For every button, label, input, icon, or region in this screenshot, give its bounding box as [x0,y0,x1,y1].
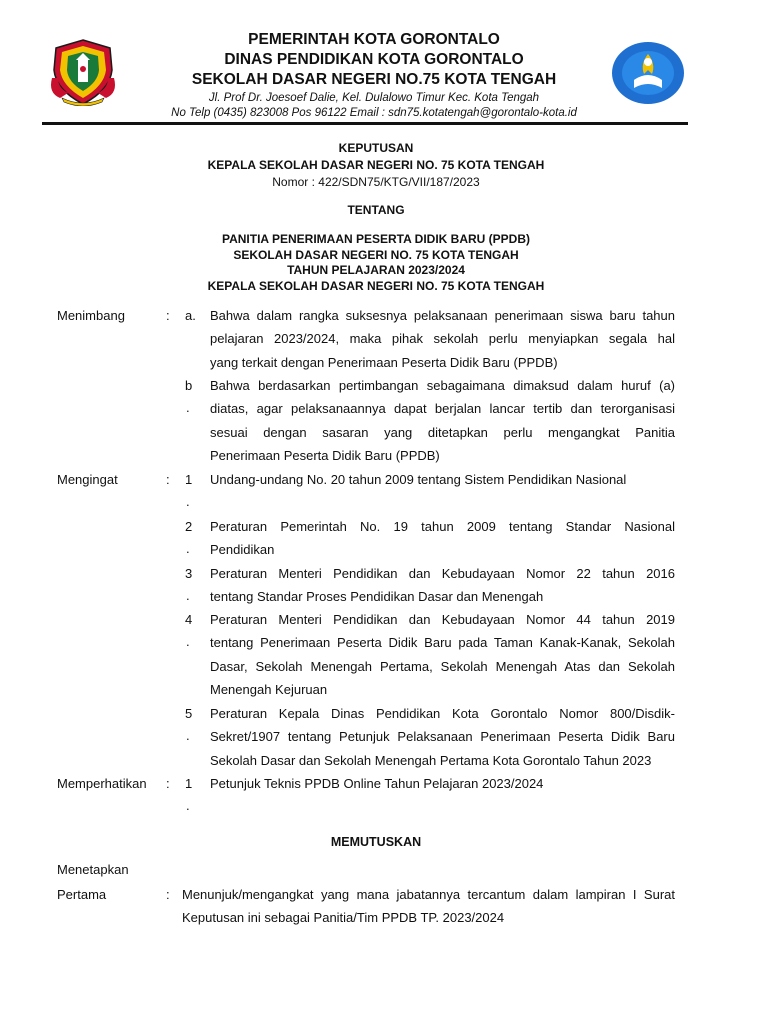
text-line: tentang Standar Proses Pendidikan Dasar dan Menengah [210,589,544,605]
mengingat-item-1 [210,468,675,491]
memutuskan-heading: MEMUTUSKAN [330,835,422,849]
mengingat-item-1-mark: 1 [185,472,193,487]
mengingat-item-3 [210,562,675,609]
pertama-colon: : [166,887,170,902]
text-line: Sekret/1907 tentang Petunjuk Pelaksanaan Penerimaan Peserta Didik Baru [210,729,675,745]
menimbang-item-b [210,374,675,468]
memperhatikan-item-1-dot: . [186,798,190,813]
menimbang-item-a-mark: a. [185,308,196,323]
text-line: Peraturan Menteri Pendidikan dan Kebudayaan Nomor 22 tahun 2016 [210,566,675,581]
text-line: Pendidikan [210,542,275,558]
mengingat-label: Mengingat [57,472,118,487]
decree-issuer: KEPALA SEKOLAH DASAR NEGERI NO. 75 KOTA TENGAH [207,158,545,172]
letterhead-divider [42,122,688,125]
school-name: SEKOLAH DASAR NEGERI NO.75 KOTA TENGAH [191,71,557,88]
mengingat-item-5-mark: 5 [185,706,193,721]
menetapkan-label: Menetapkan [57,862,129,877]
decree-number: Nomor : 422/SDN75/KTG/VII/187/2023 [272,175,480,189]
text-line: Peraturan Pemerintah No. 19 tahun 2009 tentang Standar Nasional [210,519,675,534]
text-line: Bahwa berdasarkan pertimbangan sebagaimana dimaksud dalam huruf (a) [210,378,675,393]
text-line: Peraturan Menteri Pendidikan dan Kebudayaan Nomor 44 tahun 2019 [210,612,675,627]
mengingat-item-4-dot: . [186,634,190,649]
decree-type: KEPUTUSAN [338,141,414,155]
mengingat-item-2 [210,515,675,562]
text-line: Keputusan ini sebagai Panitia/Tim PPDB TP. 2023/2024 [182,910,505,926]
decree-subject-line-1: PANITIA PENERIMAAN PESERTA DIDIK BARU (PPDB) [221,232,530,246]
memperhatikan-item-1-mark: 1 [185,776,193,791]
text-line: Menengah Kejuruan [210,682,328,698]
mengingat-colon: : [166,472,170,487]
government-name: PEMERINTAH KOTA GORONTALO [248,31,500,48]
text-line: Sekolah Dasar dan Sekolah Menengah Pertama Kota Gorontalo Tahun 2023 [210,752,652,768]
mengingat-item-4 [210,608,675,702]
mengingat-item-5-dot: . [186,728,190,743]
memperhatikan-colon: : [166,776,170,791]
text-line: sesuai dengan sasaran yang ditetapkan perlu mengangkat Panitia [210,424,675,440]
department-name: DINAS PENDIDIKAN KOTA GORONTALO [224,51,524,68]
text-line: tentang Penerimaan Peserta Didik Baru pada Taman Kanak-Kanak, Sekolah [210,635,675,651]
mengingat-item-2-mark: 2 [185,519,193,534]
text-line: Dasar, Sekolah Menengah Pertama, Sekolah Menengah Atas dan Sekolah [210,658,675,674]
decree-subject-line-4: KEPALA SEKOLAH DASAR NEGERI NO. 75 KOTA TENGAH [207,279,545,293]
mengingat-item-4-mark: 4 [185,612,193,627]
decree-subject-line-2: SEKOLAH DASAR NEGERI NO. 75 KOTA TENGAH [233,248,519,262]
text-line: Petunjuk Teknis PPDB Online Tahun Pelajaran 2023/2024 [210,776,544,791]
school-contact: No Telp (0435) 823008 Pos 96122 Email : sdn75.kotatengah@gorontalo-kota.id [171,107,577,119]
menimbang-label: Menimbang [57,308,125,323]
text-line: diatas, agar pelaksanaannya dapat berjalan lancar tertib dan terorganisasi [210,401,675,417]
letterhead [0,0,768,128]
text-line: pelajaran 2023/2024, maka pihak sekolah perlu menyiapkan segala hal [210,331,675,347]
text-line: Peraturan Kepala Dinas Pendidikan Kota Gorontalo Nomor 800/Disdik- [210,706,675,721]
decree-about: TENTANG [347,203,405,217]
memperhatikan-item-1 [210,772,675,795]
menimbang-item-a [210,304,675,374]
menimbang-item-b-mark: b [185,378,193,393]
mengingat-item-3-mark: 3 [185,566,193,581]
school-address: Jl. Prof Dr. Joesoef Dalie, Kel. Dulalowo Timur Kec. Kota Tengah [208,92,540,104]
mengingat-item-3-dot: . [186,588,190,603]
city-coat-of-arms-logo [48,38,118,106]
mengingat-item-2-dot: . [186,541,190,556]
text-line: Undang-undang No. 20 tahun 2009 tentang Sistem Pendidikan Nasional [210,472,627,487]
menimbang-item-b-dot: . [186,400,190,415]
memperhatikan-label: Memperhatikan [57,776,147,791]
pertama-text [182,883,675,930]
tut-wuri-handayani-logo [610,40,686,106]
mengingat-item-5 [210,702,675,772]
decree-subject-line-3: TAHUN PELAJARAN 2023/2024 [287,263,465,277]
text-line: Menunjuk/mengangkat yang mana jabatannya tercantum dalam lampiran I Surat [182,887,675,902]
text-line: Penerimaan Peserta Didik Baru (PPDB) [210,448,440,464]
mengingat-item-1-dot: . [186,494,190,509]
pertama-label: Pertama [57,887,107,902]
text-line: Bahwa dalam rangka suksesnya pelaksanaan penerimaan siswa baru tahun [210,308,675,323]
text-line: yang terkait dengan Penerimaan Peserta Didik Baru (PPDB) [210,354,558,370]
menimbang-colon: : [166,308,170,323]
